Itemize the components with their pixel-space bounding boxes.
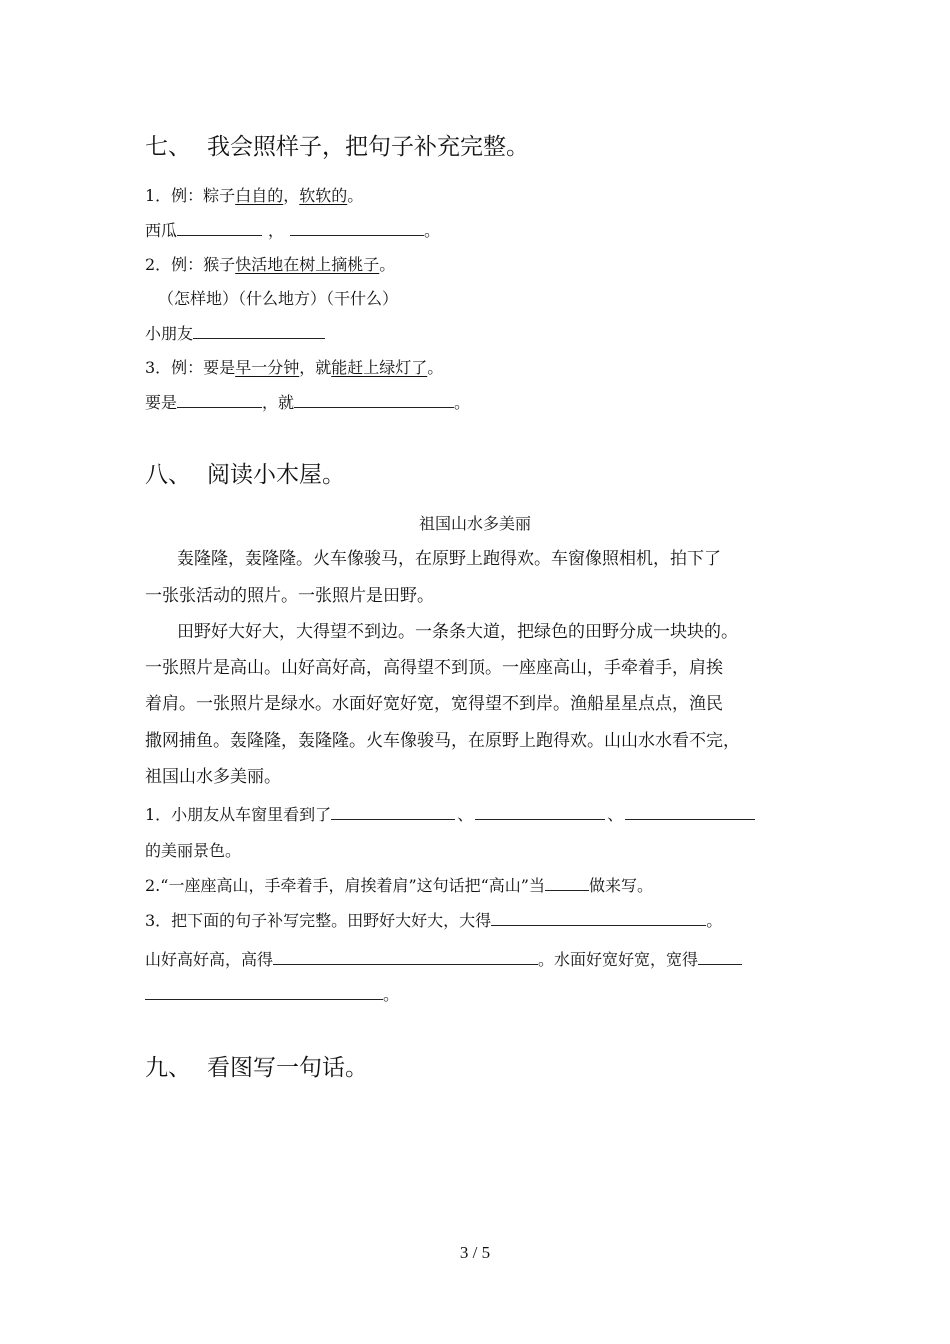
page-number: 3 / 5 xyxy=(459,1243,491,1262)
passage-line: 着肩。一张照片是绿水。水面好宽好宽，宽得望不到岸。渔船星星点点，渔民 xyxy=(145,694,723,714)
passage-line: 田野好大好大，大得望不到边。一条条大道，把绿色的田野分成一块块的。 xyxy=(177,622,738,642)
answer-blank[interactable] xyxy=(698,949,742,965)
passage-line: 撒网捕鱼。轰隆隆，轰隆隆。火车像骏马，在原野上跑得欢。山山水水看不完， xyxy=(145,731,740,751)
section-title: 阅读小木屋。 xyxy=(207,462,345,488)
section-7-heading xyxy=(145,132,529,162)
section-title: 我会照样子，把句子补充完整。 xyxy=(207,134,529,160)
s8-q3-line3: 。 xyxy=(145,984,399,1006)
s7-q1-fill: 西瓜 ， 。 xyxy=(145,221,441,240)
answer-blank[interactable] xyxy=(475,804,605,820)
passage-line: 轰隆隆，轰隆隆。火车像骏马，在原野上跑得欢。车窗像照相机，拍下了 xyxy=(177,549,721,569)
section-8-heading xyxy=(145,460,345,490)
answer-blank[interactable] xyxy=(273,949,538,965)
section-number: 九、 xyxy=(145,1055,191,1081)
underlined-text: 早一分钟 xyxy=(235,358,300,377)
s7-q3-example: 3．例：要是早一分钟，就能赶上绿灯了。 xyxy=(145,358,444,377)
passage-line: 一张照片是高山。山好高好高，高得望不到顶。一座座高山，手牵着手，肩挨 xyxy=(145,658,723,678)
answer-blank[interactable] xyxy=(294,392,454,408)
answer-blank[interactable] xyxy=(193,323,325,339)
answer-blank[interactable] xyxy=(331,804,455,820)
s8-q1: 1．小朋友从车窗里看到了 、 、 xyxy=(145,804,755,826)
underlined-text: 白自的 xyxy=(235,186,284,205)
s7-q3-fill: 要是 ，就 。 xyxy=(145,393,471,412)
s7-q1-example: 1．例：粽子白自的，软软的。 xyxy=(145,186,364,205)
answer-blank[interactable] xyxy=(545,875,589,891)
answer-blank[interactable] xyxy=(491,910,706,926)
s7-q2-fill: 小朋友 xyxy=(145,323,325,345)
answer-blank[interactable] xyxy=(177,392,262,408)
section-number: 七、 xyxy=(145,134,191,160)
section-9-heading xyxy=(145,1053,368,1083)
s8-q2: 2.“一座座高山，手牵着手，肩挨着肩”这句话把“高山”当 做来写。 xyxy=(145,876,654,895)
answer-blank[interactable] xyxy=(625,804,755,820)
answer-blank[interactable] xyxy=(290,220,424,236)
underlined-text: 能赶上绿灯了 xyxy=(331,358,428,377)
underlined-text: 快活地在树上摘桃子 xyxy=(235,255,380,274)
answer-blank[interactable] xyxy=(145,984,383,1000)
s7-q2-hint: （怎样地）（什么地方）（干什么） xyxy=(158,289,399,308)
passage-line: 祖国山水多美丽。 xyxy=(145,767,281,787)
section-title: 看图写一句话。 xyxy=(207,1055,368,1081)
s8-q3: 3．把下面的句子补写完整。田野好大好大，大得 。 xyxy=(145,911,723,930)
passage-line: 一张张活动的照片。一张照片是田野。 xyxy=(145,586,434,606)
underlined-text: 软软的 xyxy=(299,186,348,205)
s8-q1-cont: 的美丽景色。 xyxy=(145,841,242,860)
s8-q3-line2: 山好高好高，高得 。水面好宽好宽，宽得 xyxy=(145,949,742,971)
passage-title: 祖国山水多美丽 xyxy=(418,514,531,533)
answer-blank[interactable] xyxy=(177,220,262,236)
s7-q2-example: 2．例：猴子快活地在树上摘桃子。 xyxy=(145,255,396,274)
section-number: 八、 xyxy=(145,462,191,488)
